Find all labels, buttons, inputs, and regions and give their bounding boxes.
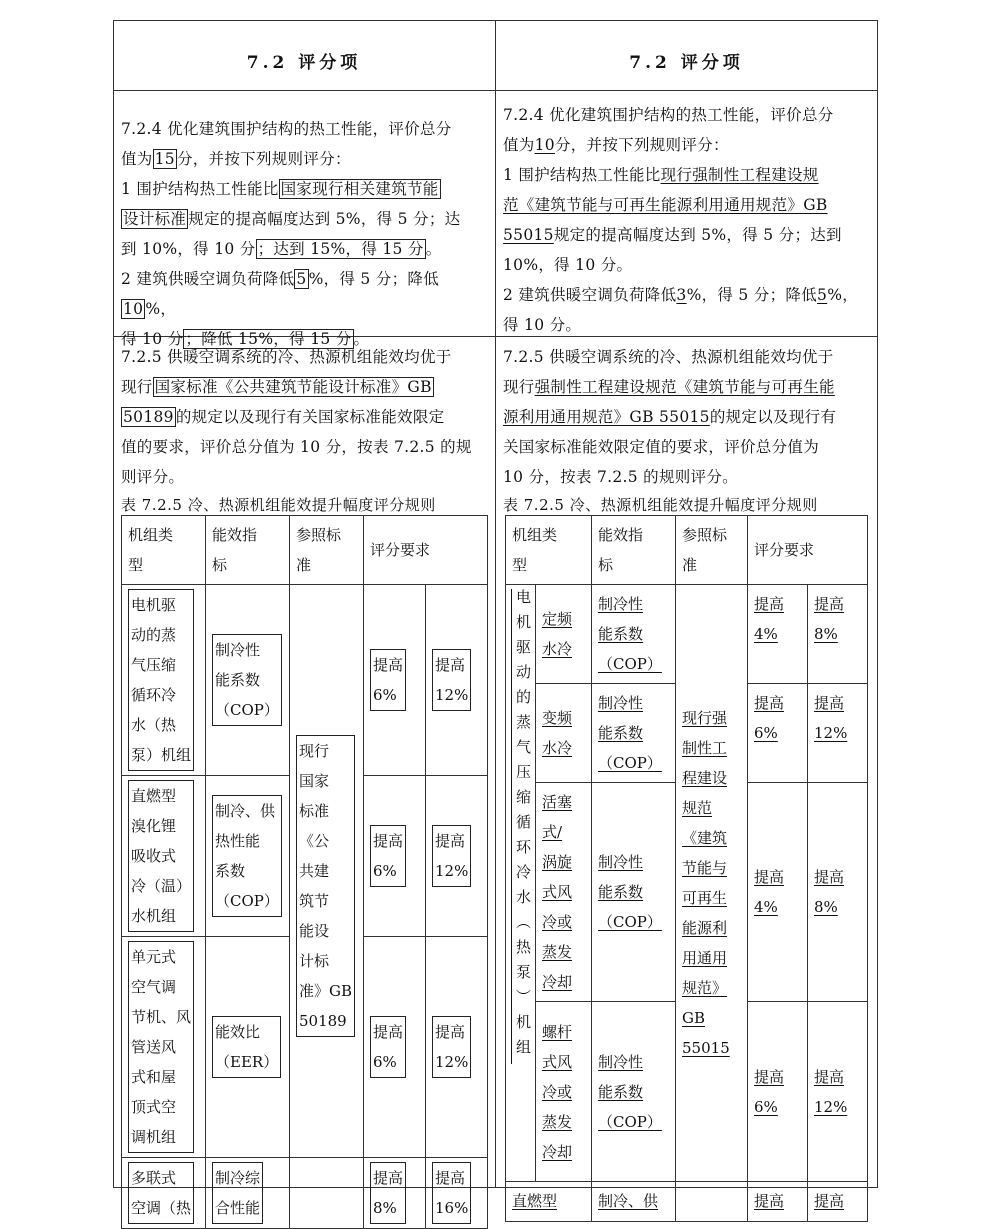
text-line: 值的要求，评价总分值为 10 分，按表 7.2.5 的规 (121, 438, 472, 456)
header-reference-standard: 参照标 准 (676, 516, 748, 585)
left-clause-725 (121, 342, 491, 492)
unit-type-cell: 直燃型 (506, 1182, 592, 1222)
text-line: 7.2.5 供暖空调系统的冷、热源机组能效均优于 (121, 348, 452, 366)
header-unit-type: 机组类 型 (506, 516, 592, 585)
table-header-row (122, 516, 488, 585)
score-cell: 提高 4% (748, 783, 808, 1002)
text-line: 55015规定的提高幅度达到 5%，得 5 分；达到 (503, 226, 842, 244)
left-table-caption: 表 7.2.5 冷、热源机组能效提升幅度评分规则 (121, 496, 436, 514)
score-cell: 提高 6% (364, 937, 426, 1158)
reference-standard-cell: 现行 国家 标准 《公 共建 筑节 能设 计标 准》GB 50189 (290, 585, 364, 1158)
subtype-cell: 变频 水冷 (536, 684, 592, 783)
header-unit-type: 机组类 型 (122, 516, 206, 585)
score-cell: 提高 4% (748, 585, 808, 684)
text-line: 1 围护结构热工性能比现行强制性工程建设规 (503, 166, 819, 184)
right-clause-725 (503, 342, 873, 492)
efficiency-index-cell: 制冷综 合性能 (206, 1158, 290, 1229)
score-cell: 提高 16% (426, 1158, 488, 1229)
text-line: 关国家标准能效限定值的要求，评价总分值为 (503, 438, 820, 456)
header-scoring: 评分要求 (748, 516, 868, 585)
header-reference-standard: 参照标 准 (290, 516, 364, 585)
score-cell: 提高 8% (808, 585, 868, 684)
table-row (506, 1182, 868, 1222)
efficiency-index-cell: 制冷性 能系数 （COP） (206, 585, 290, 776)
table-row (122, 585, 488, 776)
left-section-header: 7.2 评分项 (246, 53, 362, 73)
score-cell: 提高 12% (426, 937, 488, 1158)
score-cell: 提高 12% (426, 585, 488, 776)
text-line: 50189 的规定以及现行有关国家标准能效限定 (123, 408, 445, 426)
right-section-header: 7.2 评分项 (629, 53, 744, 73)
score-cell: 提高 6% (364, 585, 426, 776)
subtype-cell: 定频 水冷 (536, 585, 592, 684)
unit-type-cell: 单元式 空气调 节机、风 管送风 式和屋 顶式空 调机组 (122, 937, 206, 1158)
left-efficiency-table (121, 515, 488, 1229)
score-cell: 提高 6% (748, 684, 808, 783)
subtype-cell: 活塞 式/ 涡旋 式风 冷或 蒸发 冷却 (536, 783, 592, 1002)
score-cell: 提高 12% (426, 776, 488, 937)
score-cell: 提高 12% (808, 684, 868, 783)
score-cell: 提高 12% (808, 1002, 868, 1182)
text-line: 现行强制性工程建设规范《建筑节能与可再生能 (503, 378, 835, 396)
text-line: 2 建筑供暖空调负荷降低3%，得 5 分；降低5%， (503, 286, 859, 304)
efficiency-index-cell: 制冷、供 热性能 系数 （COP） (206, 776, 290, 937)
text-line: 范《建筑节能与可再生能源利用通用规范》GB (503, 196, 828, 214)
text-line: 得 10 分 ；降低 15%，得 15 分 。 (121, 330, 370, 348)
unit-type-cell: 直燃型 溴化锂 吸收式 冷（温） 水机组 (122, 776, 206, 937)
text-line: 源利用通用规范》GB 55015的规定以及现行有 (503, 408, 837, 426)
text-line: 2 建筑供暖空调负荷降低 5 %，得 5 分；降低10 %， (121, 270, 440, 318)
left-clause-724 (121, 114, 491, 354)
right-table-caption: 表 7.2.5 冷、热源机组能效提升幅度评分规则 (503, 496, 818, 514)
table-header-row (506, 516, 868, 585)
right-clause-724 (503, 100, 873, 340)
header-divider (113, 90, 878, 91)
header-scoring: 评分要求 (364, 516, 488, 585)
reference-standard-cell (290, 1158, 364, 1229)
text-line: 到 10%，得 10 分 ；达到 15%，得 15 分 。 (121, 240, 442, 258)
reference-standard-cell: 现行强 制性工 程建设 规范 《建筑 节能与 可再生 能源利 用通用 规范》 GB 55015 (676, 585, 748, 1182)
table-row (122, 1158, 488, 1229)
efficiency-index-cell: 制冷性 能系数 （COP） (592, 585, 676, 684)
efficiency-index-cell: 能效比 （EER） (206, 937, 290, 1158)
score-cell: 提高 (808, 1182, 868, 1222)
text-line: 10%，得 10 分。 (503, 256, 633, 274)
unit-type-cell: 多联式 空调（热 (122, 1158, 206, 1229)
efficiency-index-cell: 制冷性 能系数 （COP） (592, 684, 676, 783)
reference-standard-cell (676, 1182, 748, 1222)
score-cell: 提高 (748, 1182, 808, 1222)
text-line: 设计标准 规定的提高幅度达到 5%，得 5 分；达 (123, 210, 461, 228)
header-efficiency-index: 能效指 标 (206, 516, 290, 585)
text-line: 得 10 分。 (503, 316, 582, 334)
score-cell: 提高 6% (364, 776, 426, 937)
efficiency-index-cell: 制冷性 能系数 （COP） (592, 1002, 676, 1182)
text-line: 1 围护结构热工性能比 国家现行相关建筑节能 (121, 180, 439, 198)
score-cell: 提高 8% (808, 783, 868, 1002)
efficiency-index-cell: 制冷性 能系数 （COP） (592, 783, 676, 1002)
right-efficiency-table (505, 515, 868, 1222)
text-line: 7.2.5 供暖空调系统的冷、热源机组能效均优于 (503, 348, 834, 366)
text-line: 值为10分，并按下列规则评分： (503, 136, 729, 154)
subtype-cell: 螺杆 式风 冷或 蒸发 冷却 (536, 1002, 592, 1182)
text-line: 则评分。 (121, 468, 185, 486)
unit-type-cell: 电机驱 动的蒸 气压缩 循环冷 水（热 泵）机组 (122, 585, 206, 776)
score-cell: 提高 8% (364, 1158, 426, 1229)
text-line: 7.2.4 优化建筑围护结构的热工性能，评价总分 (121, 120, 452, 138)
text-line: 现行 国家标准《公共建筑节能设计标准》GB (121, 378, 432, 396)
text-line: 10 分，按表 7.2.5 的规则评分。 (503, 468, 738, 486)
efficiency-index-cell: 制冷、供 (592, 1182, 676, 1222)
unit-type-vertical-cell: 电机驱动的蒸气压缩循环冷水（热泵）机组 (506, 585, 536, 1182)
header-efficiency-index: 能效指 标 (592, 516, 676, 585)
score-cell: 提高 6% (748, 1002, 808, 1182)
table-row (506, 585, 868, 684)
text-line: 值为 15 分，并按下列规则评分： (121, 150, 351, 168)
column-divider (495, 20, 496, 1188)
text-line: 7.2.4 优化建筑围护结构的热工性能，评价总分 (503, 106, 834, 124)
